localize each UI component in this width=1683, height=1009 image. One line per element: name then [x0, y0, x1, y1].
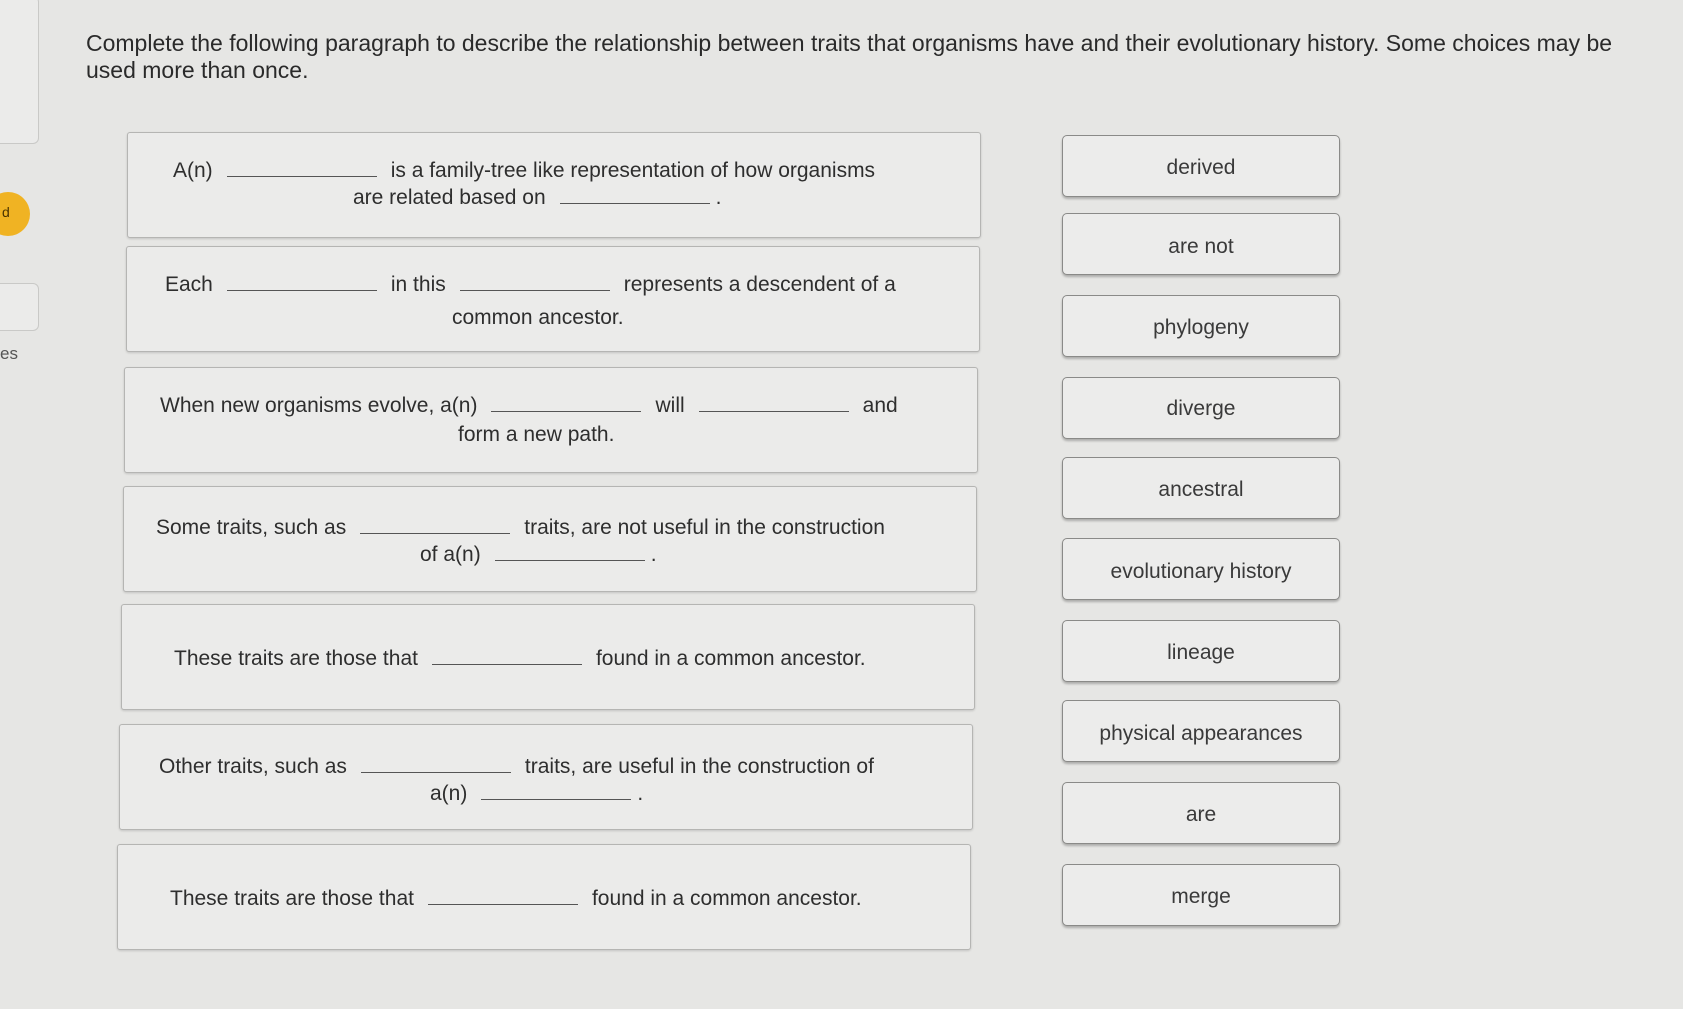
sentence-text: traits, are not useful in the construction — [524, 516, 885, 539]
sentence-text: Other traits, such as — [159, 755, 347, 778]
sentence-text: . — [650, 543, 657, 566]
sentence-line — [173, 158, 875, 183]
sentence-line — [156, 515, 885, 540]
word-chip[interactable]: diverge — [1062, 377, 1340, 439]
sentence-line — [452, 306, 624, 330]
left-navigation-strip — [0, 0, 40, 1009]
sentence-text: These traits are those that — [170, 887, 414, 910]
sentence-text: found in a common ancestor. — [591, 887, 862, 910]
word-chip[interactable]: physical appearances — [1062, 700, 1340, 762]
word-chip[interactable]: merge — [1062, 864, 1340, 926]
sentence-box — [124, 367, 978, 473]
word-chip[interactable]: phylogeny — [1062, 295, 1340, 357]
drop-blank[interactable] — [227, 272, 377, 291]
instructions: Complete the following paragraph to describe the relationship between traits that organisms have and their evolutionary history. Some choices may be used more than once. — [86, 30, 1613, 83]
sentence-box — [127, 132, 981, 238]
drop-blank[interactable] — [361, 754, 511, 773]
sentence-text: Each — [165, 273, 213, 296]
drop-blank[interactable] — [481, 781, 631, 800]
drop-blank[interactable] — [227, 158, 377, 177]
sentence-text: common ancestor. — [452, 306, 624, 329]
sentence-text: traits, are useful in the construction of — [524, 755, 874, 778]
drop-blank[interactable] — [428, 886, 578, 905]
word-chip[interactable]: lineage — [1062, 620, 1340, 682]
word-chip[interactable]: are — [1062, 782, 1340, 844]
sentence-line — [353, 185, 721, 210]
word-chip[interactable]: evolutionary history — [1062, 538, 1340, 600]
drop-blank[interactable] — [699, 393, 849, 412]
word-chip[interactable]: are not — [1062, 213, 1340, 275]
nav-tab[interactable] — [0, 283, 39, 331]
drop-blank[interactable] — [432, 646, 582, 665]
nav-label: es — [0, 344, 18, 363]
sentence-text: of a(n) — [420, 543, 481, 566]
drop-blank[interactable] — [560, 185, 710, 204]
sentence-box — [117, 844, 971, 950]
nav-tab[interactable] — [0, 0, 39, 144]
sentence-text: in this — [390, 273, 446, 296]
sentence-line — [170, 886, 862, 911]
sentence-text: are related based on — [353, 186, 546, 209]
sentence-line — [165, 272, 896, 297]
sentence-line — [160, 393, 898, 418]
sentence-box — [126, 246, 980, 352]
drop-blank[interactable] — [360, 515, 510, 534]
sentence-text: These traits are those that — [174, 647, 418, 670]
sentence-box — [123, 486, 977, 592]
sentence-text: A(n) — [173, 159, 213, 182]
sentence-text: represents a descendent of a — [623, 273, 896, 296]
drop-blank[interactable] — [491, 393, 641, 412]
sentence-text: form a new path. — [458, 423, 615, 446]
sentence-text: and — [862, 394, 898, 417]
drop-blank[interactable] — [460, 272, 610, 291]
word-chip[interactable]: ancestral — [1062, 457, 1340, 519]
sentence-text: a(n) — [430, 782, 468, 805]
sentence-line — [159, 754, 874, 779]
sentence-text: When new organisms evolve, a(n) — [160, 394, 478, 417]
sentence-line — [174, 646, 866, 671]
drop-blank[interactable] — [495, 542, 645, 561]
status-badge[interactable] — [0, 192, 30, 236]
word-chip[interactable]: derived — [1062, 135, 1340, 197]
sentence-text: is a family-tree like representation of how organisms — [390, 159, 876, 182]
sentence-text: will — [655, 394, 685, 417]
sentence-line — [430, 781, 643, 806]
sentence-line — [420, 542, 657, 567]
sentence-text: found in a common ancestor. — [595, 647, 866, 670]
sentence-box — [121, 604, 975, 710]
status-badge-letter: d — [2, 204, 10, 220]
sentence-text: . — [715, 186, 722, 209]
sentence-text: Some traits, such as — [156, 516, 347, 539]
sentence-line — [458, 423, 614, 447]
sentence-box — [119, 724, 973, 830]
sentence-text: . — [637, 782, 644, 805]
